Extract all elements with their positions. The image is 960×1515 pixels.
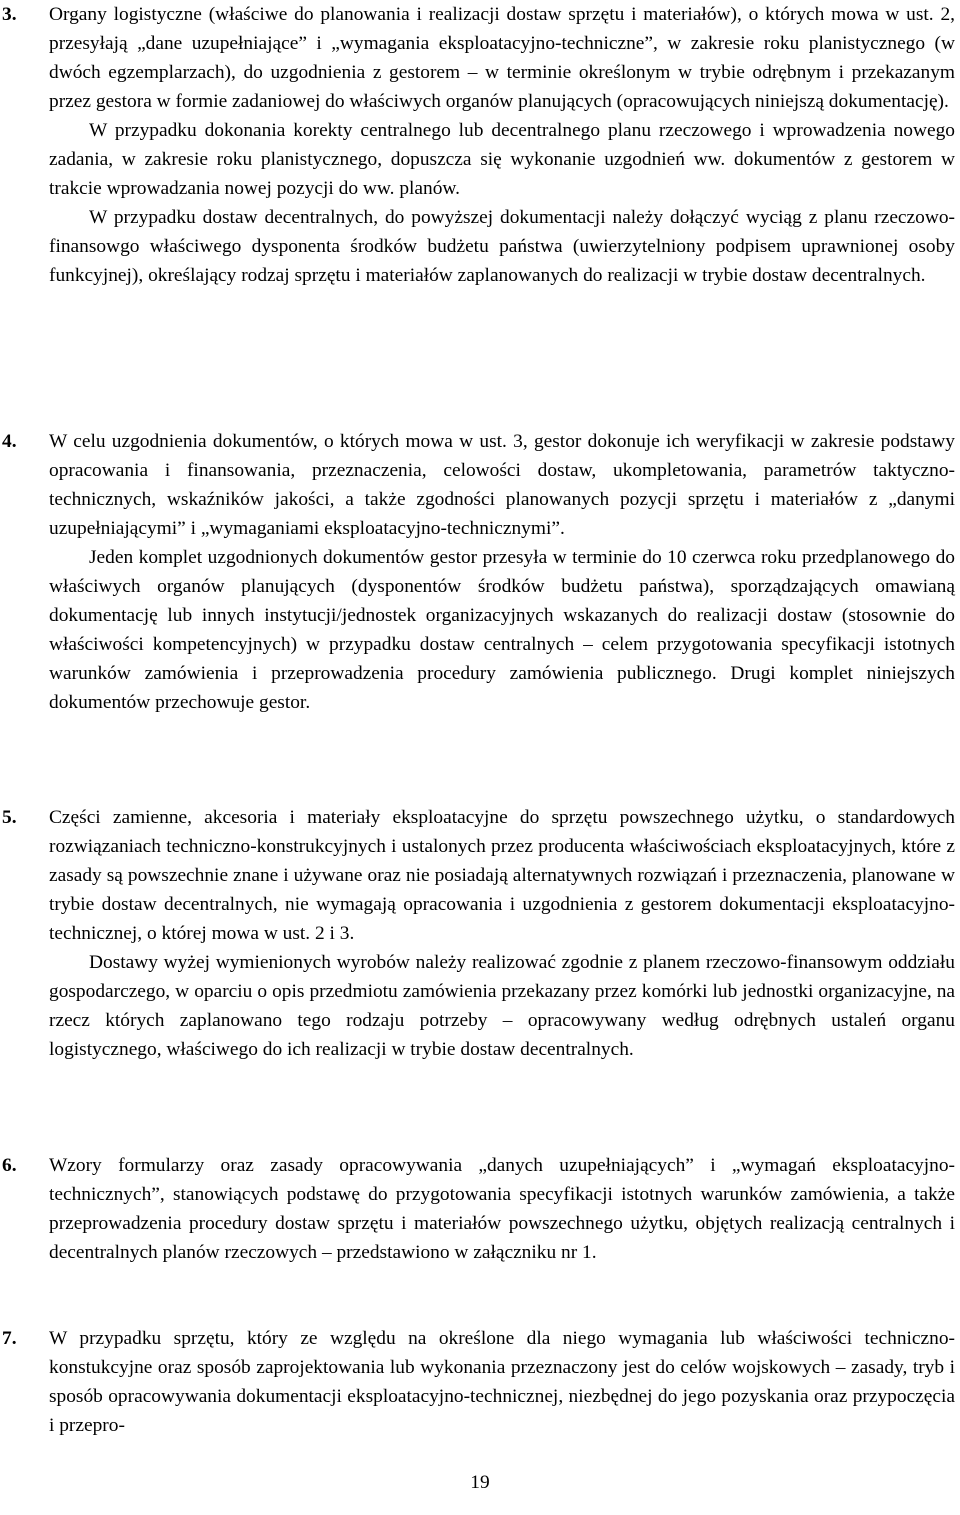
section-3 <box>0 0 955 290</box>
paragraph: Części zamienne, akcesoria i materiały eksploatacyjne do sprzętu powszechnego użytku, o standardowych rozwiązaniach techniczno-konstrukcyjnych i ustalonych przez producenta właściwościach eksploatacyjnych, które z zasady są powszechnie znane i używane oraz nie posiadają alternatywnych rozwiązań i przeznaczenia, planowane w trybie dostaw decentralnych, nie wymagają opracowania i uzgodnienia z gestorem dokumentacji eksploatacyjno-technicznej, o której mowa w ust. 2 i 3. <box>49 807 955 944</box>
paragraph: W celu uzgodnienia dokumentów, o których mowa w ust. 3, gestor dokonuje ich weryfikacji w zakresie podstawy opracowania i finansowania, przeznaczenia, celowości dostaw, ukompletowania, parametrów taktyczno-technicznych, wskaźników jakości, a także zgodności planowanych pozycji sprzętu i materiałów z „danymi uzupełniającymi” i „wymaganiami eksploatacyjno-technicznymi”. <box>49 431 955 539</box>
paragraph: W przypadku sprzętu, który ze względu na określone dla niego wymagania lub właściwości techniczno-konstukcyjne oraz sposób zaprojektowania lub wykonania przeznaczony jest do celów wojskowych – zasady, tryb i sposób opracowywania dokumentacji eksploatacyjno-technicznej, niezbędnej do jego pozyskania oraz przypoczęcia i przepro- <box>49 1328 955 1436</box>
section-number: 4. <box>2 431 17 452</box>
section-body <box>49 803 955 1064</box>
section-body <box>49 1324 955 1440</box>
section-number: 7. <box>2 1328 17 1349</box>
page-number: 19 <box>470 1472 490 1493</box>
section-body <box>49 427 955 717</box>
paragraph: Wzory formularzy oraz zasady opracowywania „danych uzupełniających” i „wymagań eksploatacyjno-technicznych”, stanowiących podstawę do przygotowania specyfikacji istotnych warunków zamówienia, a także przeprowadzenia procedury dostaw sprzętu i materiałów powszechnego użytku, objętych realizacją centralnych i decentralnych planów rzeczowych – przedstawiono w załączniku nr 1. <box>49 1155 955 1263</box>
section-body <box>49 1151 955 1267</box>
section-6 <box>0 1151 955 1267</box>
paragraph: Jeden komplet uzgodnionych dokumentów gestor przesyła w terminie do 10 czerwca roku przedplanowego do właściwych organów planujących (dysponentów środków budżetu państwa), sporządzających omawianą dokumentację lub innych instytucji/jednostek organizacyjnych wskazanych do realizacji dostaw (stosownie do właściwości kompetencyjnych) w przypadku dostaw centralnych – celem przygotowania specyfikacji istotnych warunków zamówienia i przeprowadzenia procedury zamówienia publicznego. Drugi komplet niniejszych dokumentów przechowuje gestor. <box>49 547 955 713</box>
paragraph: Organy logistyczne (właściwe do planowania i realizacji dostaw sprzętu i materiałów), o których mowa w ust. 2, przesyłają „dane uzupełniające” i „wymagania eksploatacyjno-techniczne”, w zakresie roku planistycznego (w dwóch egzemplarzach), do uzgodnienia z gestorem – w terminie określonym w trybie odrębnym i przekazanym przez gestora w formie zadaniowej do właściwych organów planujących (opracowujących niniejszą dokumentację). <box>49 4 955 112</box>
section-number: 3. <box>2 4 17 25</box>
section-body <box>49 0 955 290</box>
section-7 <box>0 1324 955 1440</box>
section-number: 5. <box>2 807 17 828</box>
section-5 <box>0 803 955 1064</box>
section-number: 6. <box>2 1155 17 1176</box>
paragraph: Dostawy wyżej wymienionych wyrobów należy realizować zgodnie z planem rzeczowo-finansowym oddziału gospodarczego, w oparciu o opis przedmiotu zamówienia przekazany przez komórki lub jednostki organizacyjne, na rzecz których zaplanowano tego rodzaju potrzeby – opracowywany według odrębnych ustaleń organu logistycznego, właściwego do ich realizacji w trybie dostaw decentralnych. <box>49 952 955 1060</box>
paragraph: W przypadku dokonania korekty centralnego lub decentralnego planu rzeczowego i wprowadzenia nowego zadania, w zakresie roku planistycznego, dopuszcza się wykonanie uzgodnień ww. dokumentów z gestorem w trakcie wprowadzania nowej pozycji do ww. planów. <box>49 120 955 199</box>
paragraph: W przypadku dostaw decentralnych, do powyższej dokumentacji należy dołączyć wyciąg z planu rzeczowo-finansowgo właściwego dysponenta środków budżetu państwa (uwierzytelniony podpisem uprawnionej osoby funkcyjnej), określający rodzaj sprzętu i materiałów zaplanowanych do realizacji w trybie dostaw decentralnych. <box>49 207 955 286</box>
section-4 <box>0 427 955 717</box>
